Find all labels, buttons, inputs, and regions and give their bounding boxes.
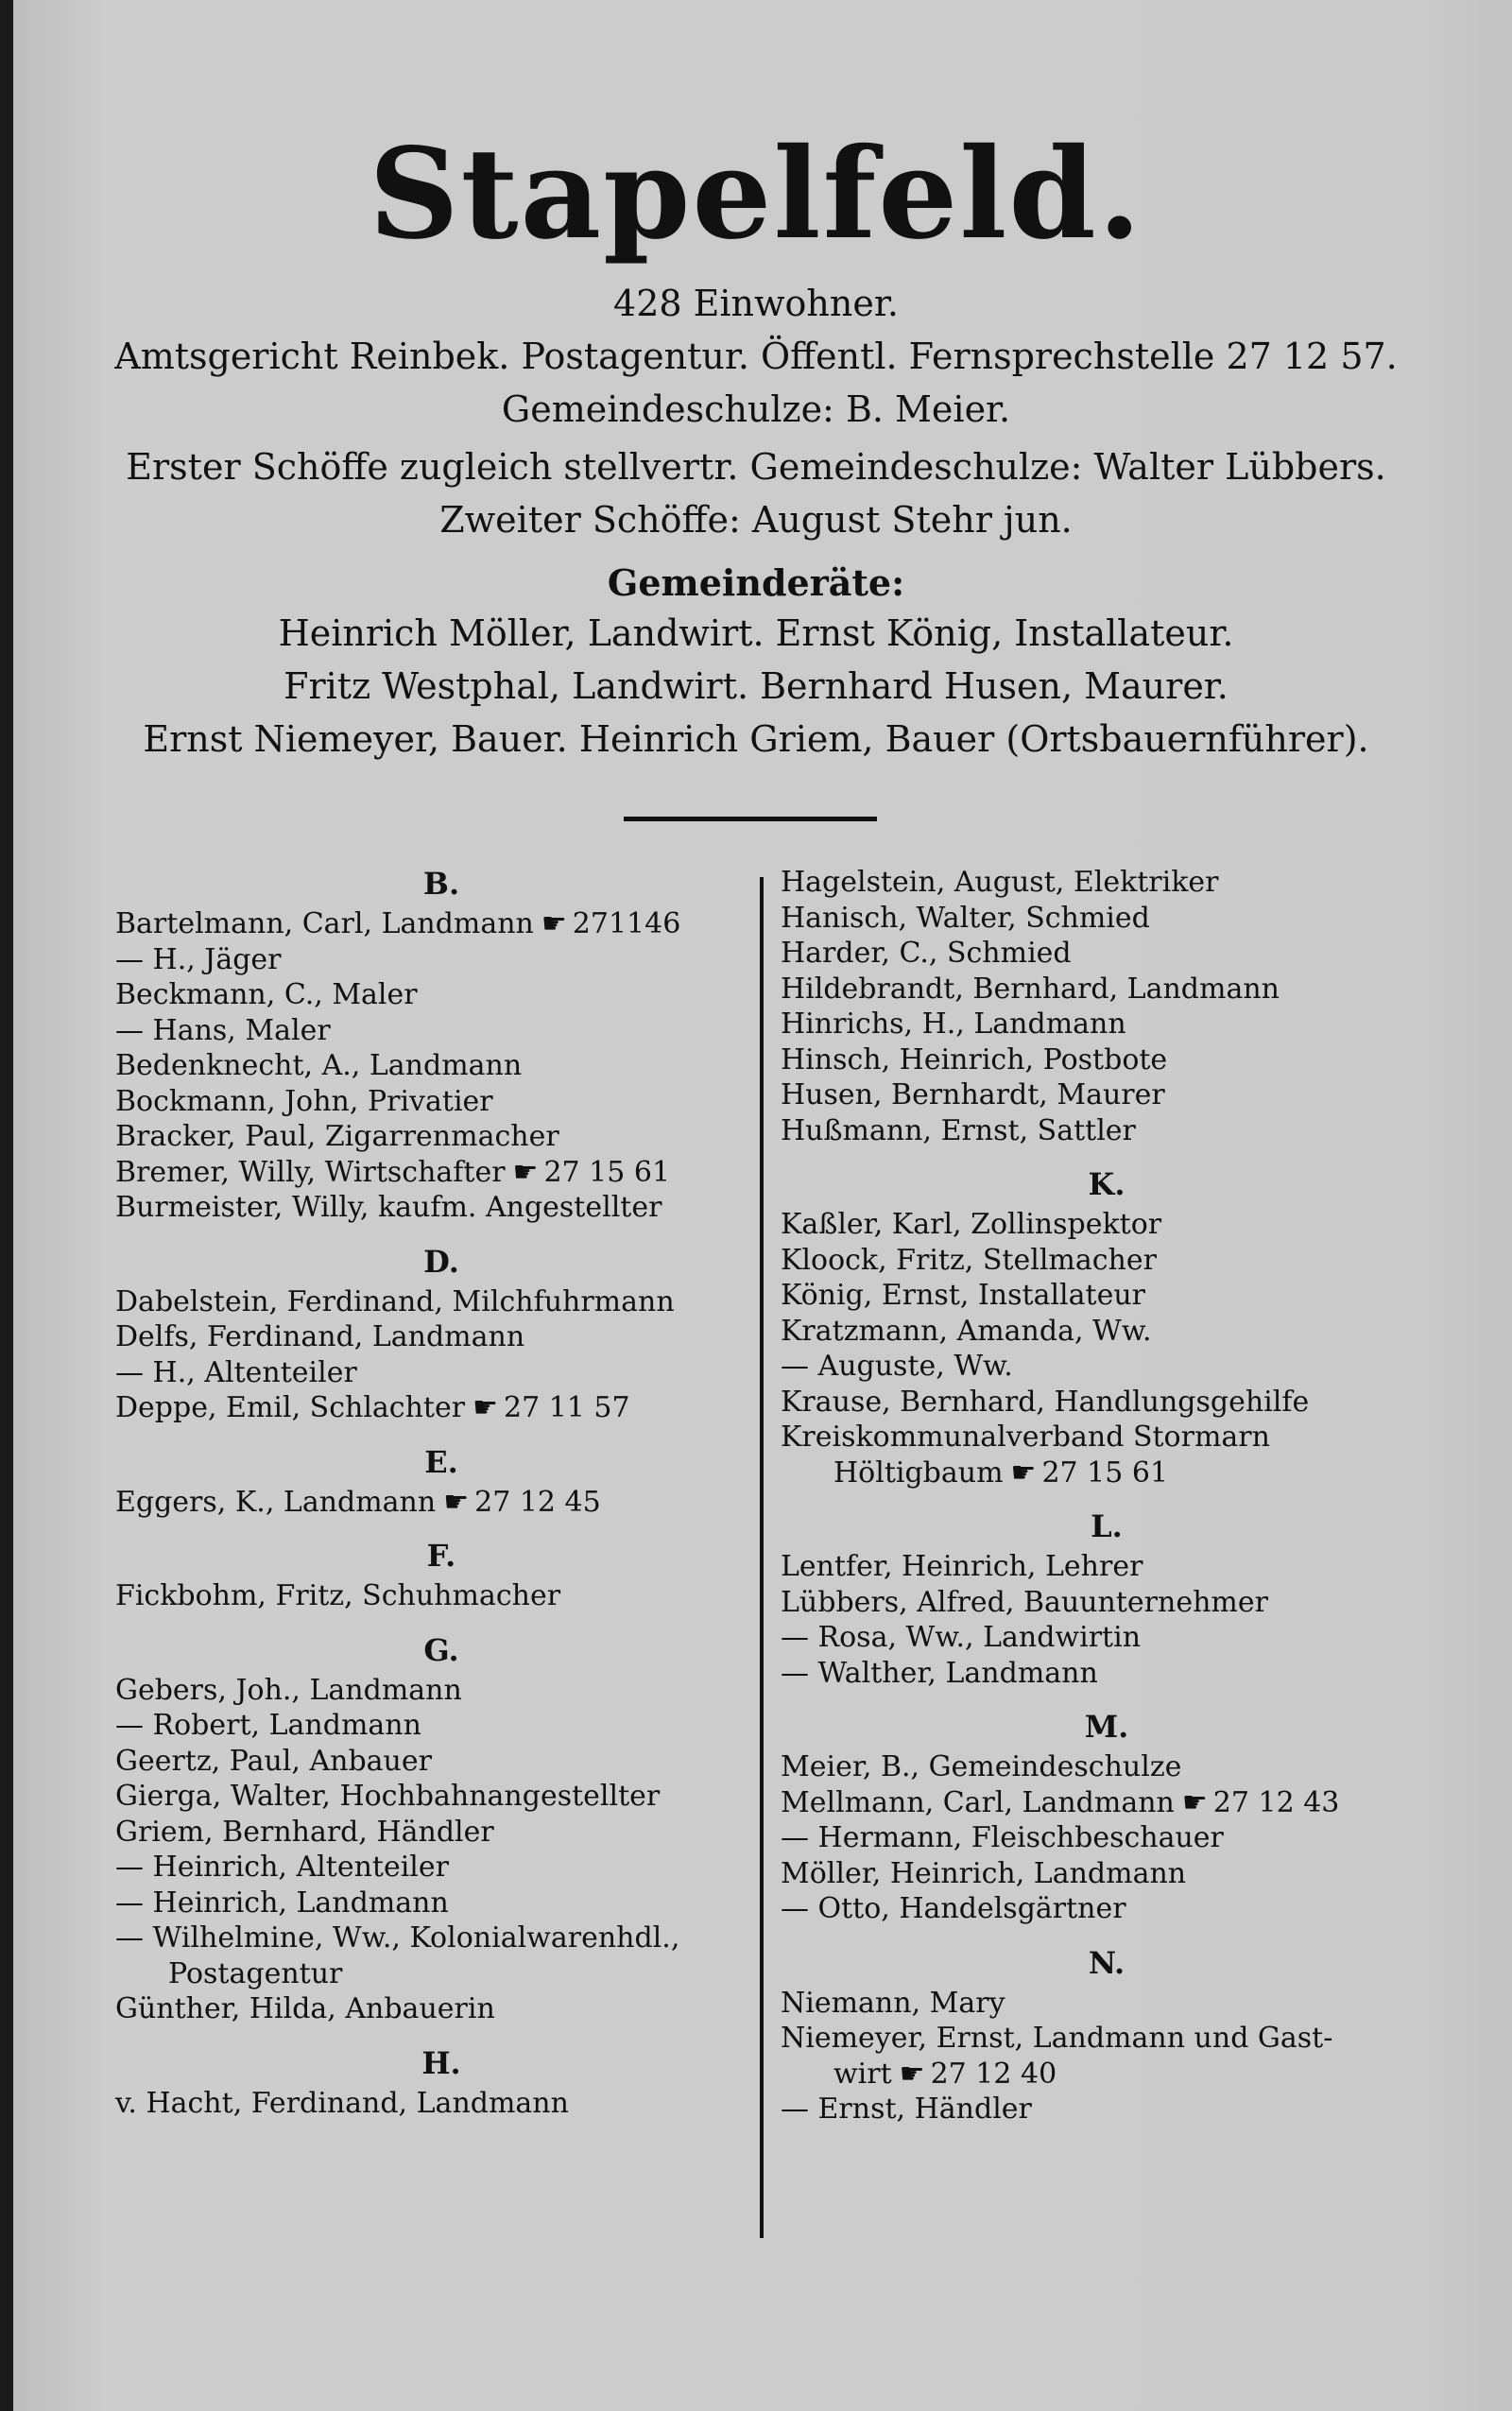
letter-group: [781, 1944, 1433, 2127]
directory-entry: [781, 1207, 1433, 1243]
directory-entry: [115, 977, 767, 1013]
directory-entry: [115, 1319, 767, 1355]
phone-number: 27 15 61: [543, 1155, 671, 1189]
section-letter: E.: [424, 1443, 458, 1480]
phone-number: 27 12 40: [930, 2057, 1057, 2091]
directory-entry: [115, 1013, 767, 1049]
directory-entry: [781, 1113, 1433, 1149]
phone-number: 27 12 45: [474, 1485, 601, 1519]
directory-entry: [781, 1549, 1433, 1585]
letter-group: [115, 865, 767, 1226]
entry-text: — Wilhelmine, Ww., Kolonialwarenhdl.,: [115, 1921, 680, 1955]
directory-entry: [781, 1385, 1433, 1421]
council-line: Ernst Niemeyer, Bauer. Heinrich Griem, Bauer (Ortsbauernführer).: [143, 718, 1369, 760]
directory-entry: [115, 1284, 767, 1320]
entry-text: Burmeister, Willy, kaufm. Angestellter: [115, 1191, 662, 1224]
entry-text: Bartelmann, Carl, Landmann: [115, 907, 534, 940]
directory-entry: [115, 2086, 767, 2122]
first-schoeffe-line: Erster Schöffe zugleich stellvertr. Gemeindeschulze: Walter Lübbers.: [126, 446, 1386, 488]
entry-text: wirt: [833, 2057, 892, 2091]
letter-group: [115, 1537, 767, 1614]
entry-text: — Hermann, Fleischbeschauer: [781, 1821, 1224, 1854]
page-title: Stapelfeld.: [369, 121, 1143, 267]
directory-entry: [781, 2092, 1433, 2127]
entry-text: v. Hacht, Ferdinand, Landmann: [115, 2086, 569, 2120]
directory-entry: [781, 2057, 1433, 2092]
entry-text: — Auguste, Ww.: [781, 1350, 1013, 1383]
directory-entry: [115, 1673, 767, 1709]
letter-group: [781, 1165, 1433, 1490]
directory-entry: [781, 972, 1433, 1007]
entry-text: Kaßler, Karl, Zollinspektor: [781, 1208, 1162, 1241]
directory-entry: [115, 1084, 767, 1120]
directory-entry: [781, 1856, 1433, 1892]
directory-entry: [781, 1820, 1433, 1856]
phone-number: 271146: [572, 907, 681, 940]
telephone-hand-icon: ☛: [899, 2057, 925, 2091]
entry-text: — Heinrich, Landmann: [115, 1886, 449, 1920]
directory-entry: [115, 1991, 767, 2027]
entry-text: Niemeyer, Ernst, Landmann und Gast-: [781, 2022, 1333, 2055]
entry-text: — H., Altenteiler: [115, 1355, 357, 1389]
entry-text: Harder, C., Schmied: [781, 937, 1072, 970]
directory-entry: [781, 1420, 1433, 1455]
directory-entry: [115, 1920, 767, 1956]
entry-text: Delfs, Ferdinand, Landmann: [115, 1320, 525, 1353]
entry-text: Geertz, Paul, Anbauer: [115, 1744, 432, 1778]
council-line: Fritz Westphal, Landwirt. Bernhard Husen, Maurer.: [284, 665, 1228, 707]
letter-group: [781, 1507, 1433, 1691]
directory-entry: [115, 1048, 767, 1084]
entry-text: Dabelstein, Ferdinand, Milchfuhrmann: [115, 1284, 675, 1318]
directory-entry: [781, 1749, 1433, 1785]
council-heading: Gemeinderäte:: [607, 561, 905, 604]
directory-entry: [781, 1891, 1433, 1927]
directory-entry: [781, 1986, 1433, 2022]
directory-entry: [115, 1815, 767, 1851]
entry-text: — Walther, Landmann: [781, 1656, 1098, 1690]
entry-text: — H., Jäger: [115, 942, 282, 976]
directory-entry: [115, 1578, 767, 1614]
phone-number: 27 11 57: [503, 1391, 630, 1424]
directory-entry: [115, 1485, 767, 1521]
directory-entry: [781, 1656, 1433, 1692]
right-column: [781, 865, 1433, 2144]
telephone-hand-icon: ☛: [443, 1485, 470, 1519]
entry-text: — Hans, Maler: [115, 1013, 331, 1047]
section-letter: G.: [423, 1631, 459, 1668]
directory-entry: [115, 1190, 767, 1226]
entry-text: Deppe, Emil, Schlachter: [115, 1391, 466, 1424]
directory-entry: [781, 1278, 1433, 1314]
entry-text: Gierga, Walter, Hochbahnangestellter: [115, 1780, 661, 1813]
entry-text: — Ernst, Händler: [781, 2092, 1032, 2126]
entry-text: Günther, Hilda, Anbauerin: [115, 1992, 495, 2025]
letter-group: [781, 865, 1433, 1148]
entry-text: Hußmann, Ernst, Sattler: [781, 1113, 1136, 1147]
entry-text: Bedenknecht, A., Landmann: [115, 1049, 523, 1082]
telephone-hand-icon: ☛: [472, 1391, 498, 1424]
directory-entry: [115, 1956, 767, 1992]
section-letter: L.: [1091, 1508, 1123, 1544]
section-letter: H.: [421, 2044, 461, 2081]
entry-text: Krause, Bernhard, Handlungsgehilfe: [781, 1385, 1310, 1419]
phone-number: 27 12 43: [1212, 1785, 1340, 1819]
entry-text: Hildebrandt, Bernhard, Landmann: [781, 972, 1280, 1006]
telephone-hand-icon: ☛: [1010, 1455, 1037, 1490]
telephone-hand-icon: ☛: [512, 1155, 539, 1189]
entry-text: Hinrichs, H., Landmann: [781, 1007, 1126, 1041]
letter-group: [115, 2044, 767, 2122]
entry-text: Lentfer, Heinrich, Lehrer: [781, 1550, 1143, 1583]
directory-entry: [115, 1355, 767, 1391]
telephone-hand-icon: ☛: [1181, 1785, 1208, 1819]
entry-text: Kreiskommunalverband Stormarn: [781, 1421, 1270, 1454]
directory-entry: [115, 1708, 767, 1744]
section-letter: F.: [426, 1538, 456, 1574]
directory-entry: [781, 936, 1433, 972]
directory-entry: [115, 906, 767, 942]
directory-entry: [781, 1314, 1433, 1350]
directory-entry: [781, 1620, 1433, 1656]
telephone-hand-icon: ☛: [541, 907, 567, 940]
office-line: Amtsgericht Reinbek. Postagentur. Öffentl. Fernsprechstelle 27 12 57.: [114, 336, 1398, 377]
council-line: Heinrich Möller, Landwirt. Ernst König, Installateur.: [278, 612, 1234, 654]
entry-text: Griem, Bernhard, Händler: [115, 1815, 494, 1849]
second-schoeffe-line: Zweiter Schöffe: August Stehr jun.: [439, 499, 1073, 541]
section-letter: B.: [422, 866, 460, 902]
directory-entry: [115, 1119, 767, 1155]
entry-text: Gebers, Joh., Landmann: [115, 1673, 462, 1707]
entry-text: Hanisch, Walter, Schmied: [781, 901, 1150, 935]
entry-text: Postagentur: [168, 1956, 343, 1990]
mayor-line: Gemeindeschulze: B. Meier.: [501, 388, 1011, 430]
left-column: [115, 865, 767, 2138]
entry-text: Hagelstein, August, Elektriker: [781, 866, 1219, 899]
entry-text: Kloock, Fritz, Stellmacher: [781, 1243, 1157, 1277]
directory-entry: [781, 1077, 1433, 1113]
letter-group: [115, 1443, 767, 1521]
letter-group: [115, 1243, 767, 1426]
entry-text: Möller, Heinrich, Landmann: [781, 1856, 1187, 1890]
entry-text: Beckmann, C., Maler: [115, 978, 418, 1011]
section-letter: D.: [423, 1243, 459, 1280]
entry-text: Bockmann, John, Privatier: [115, 1084, 493, 1118]
phone-number: 27 15 61: [1041, 1455, 1169, 1490]
directory-entry: [115, 1390, 767, 1426]
section-letter: M.: [1084, 1709, 1129, 1745]
directory-entry: [781, 1349, 1433, 1385]
directory-entry: [115, 942, 767, 978]
directory-entry: [781, 1785, 1433, 1821]
section-letter: N.: [1088, 1944, 1125, 1981]
section-letter: K.: [1088, 1166, 1125, 1202]
directory-entry: [115, 1850, 767, 1886]
entry-text: — Robert, Landmann: [115, 1709, 421, 1742]
directory-entry: [115, 1155, 767, 1191]
entry-text: Fickbohm, Fritz, Schuhmacher: [115, 1579, 561, 1612]
entry-text: Höltigbaum: [833, 1455, 1004, 1490]
entry-text: Lübbers, Alfred, Bauunternehmer: [781, 1585, 1268, 1619]
directory-entry: [781, 1455, 1433, 1491]
entry-text: Kratzmann, Amanda, Ww.: [781, 1314, 1152, 1348]
entry-text: Husen, Bernhardt, Maurer: [781, 1078, 1165, 1111]
letter-group: [781, 1708, 1433, 1927]
entry-text: Niemann, Mary: [781, 1986, 1005, 2020]
directory-entry: [781, 1007, 1433, 1042]
directory-entry: [115, 1744, 767, 1780]
entry-text: Eggers, K., Landmann: [115, 1485, 437, 1519]
population-line: 428 Einwohner.: [613, 283, 899, 324]
directory-entry: [781, 901, 1433, 937]
directory-entry: [115, 1779, 767, 1815]
directory-entry: [781, 2021, 1433, 2057]
entry-text: Meier, B., Gemeindeschulze: [781, 1750, 1182, 1783]
letter-group: [115, 1631, 767, 2027]
entry-text: Bracker, Paul, Zigarrenmacher: [115, 1120, 559, 1153]
section-divider: [624, 817, 877, 821]
entry-text: Mellmann, Carl, Landmann: [781, 1785, 1175, 1819]
entry-text: — Otto, Handelsgärtner: [781, 1892, 1126, 1925]
entry-text: Bremer, Willy, Wirtschafter: [115, 1155, 506, 1189]
entry-text: — Rosa, Ww., Landwirtin: [781, 1621, 1142, 1654]
directory-entry: [781, 1243, 1433, 1279]
entry-text: — Heinrich, Altenteiler: [115, 1851, 449, 1884]
directory-entry: [781, 1042, 1433, 1078]
directory-entry: [781, 1585, 1433, 1621]
entry-text: Hinsch, Heinrich, Postbote: [781, 1042, 1168, 1076]
entry-text: König, Ernst, Installateur: [781, 1279, 1146, 1312]
directory-entry: [781, 865, 1433, 901]
directory-entry: [115, 1886, 767, 1921]
